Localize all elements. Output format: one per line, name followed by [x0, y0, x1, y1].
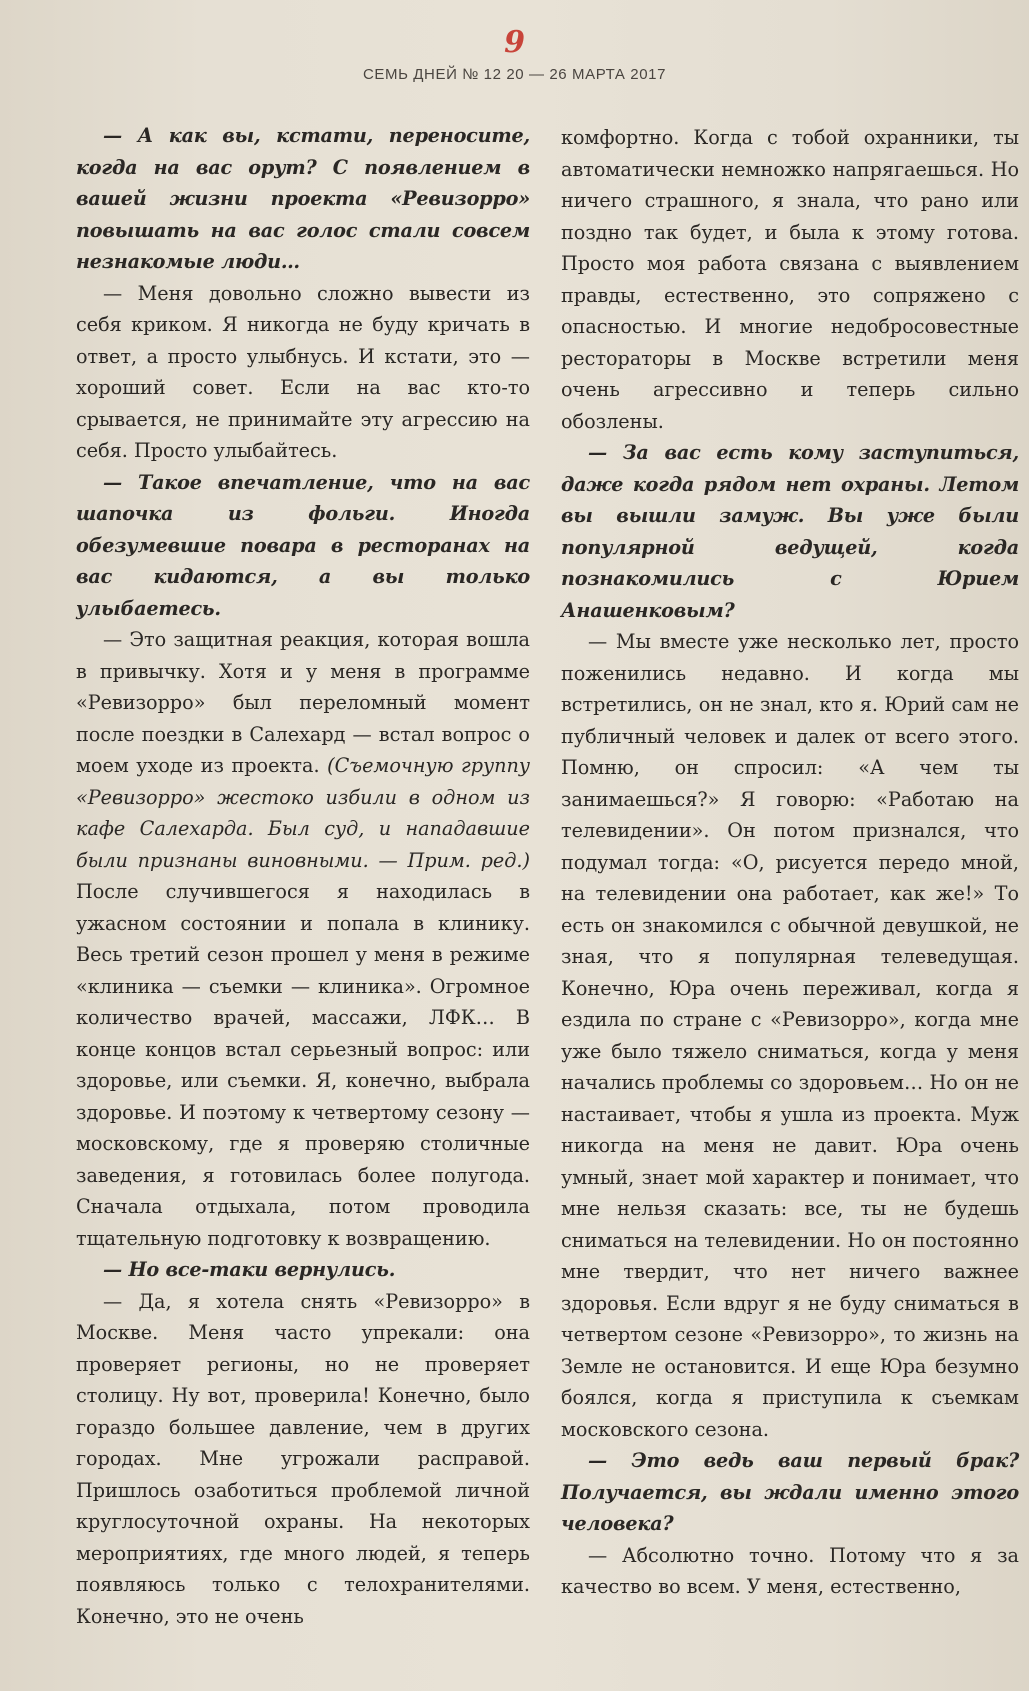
answer-paragraph: — Абсолютно точно. Потому что я за качество во всем. У меня, естественно,	[561, 1543, 1019, 1598]
question-paragraph: — За вас есть кому заступиться, даже когда рядом нет охраны. Летом вы вышли замуж. Вы уже были популярной ведущей, когда познакомились с Юрием Анашенковым?	[561, 441, 1019, 622]
question-paragraph: — Такое впечатление, что на вас шапочка из фольги. Иногда обезумевшие повара в ресторанах на вас кидаются, а вы только улыбаетесь.	[76, 470, 530, 620]
running-head: СЕМЬ ДНЕЙ № 12 20 — 26 МАРТА 2017	[362, 66, 667, 83]
left-column	[76, 120, 530, 1632]
answer-paragraph	[76, 624, 530, 1254]
question-paragraph: — А как вы, кстати, переносите, когда на вас орут? С появлением в вашей жизни проекта «Ревизорро» повышать на вас голос стали совсем незнакомые люди…	[76, 124, 530, 273]
answer-paragraph: — Меня довольно сложно вывести из себя криком. Я никогда не буду кричать в ответ, а просто улыбнусь. И кстати, это — хороший совет. Если на вас кто-то срывается, не принимайте эту агрессию на себя. Просто улыбайтесь.	[76, 281, 530, 462]
answer-continuation: комфортно. Когда с тобой охранники, ты автоматически немножко напрягаешься. Но ничего страшного, я знала, что рано или поздно так будет, и была к этому готова. Просто моя работа связана с выявлением правды, естественно, это сопряжено с опасностью. И многие недобросовестные рестораторы в Москве встретили меня очень агрессивно и теперь сильно обозлены.	[561, 126, 1019, 433]
answer-text: После случившегося я находилась в ужасном состоянии и попала в клинику. Весь третий сезон прошел у меня в режиме «клиника — съемки — клиника». Огромное количество врачей, массажи, ЛФК… В конце концов встал серьезный вопрос: или здоровье, или съемки. Я, конечно, выбрала здоровье. И поэтому к четвертому сезону — московскому, где я проверяю столичные заведения, я готовилась более полугода. Сначала отдыхала, потом проводила тщательную подготовку к возвращению.	[76, 880, 530, 1250]
page-number: 9	[504, 25, 525, 60]
question-paragraph: — Это ведь ваш первый брак? Получается, вы ждали именно этого человека?	[561, 1449, 1019, 1535]
question-paragraph: — Но все-таки вернулись.	[103, 1258, 396, 1281]
right-column	[561, 122, 1019, 1603]
answer-paragraph: — Да, я хотела снять «Ревизорро» в Москве. Меня часто упрекали: она проверяет регионы, но не проверяет столицу. Ну вот, проверила! Конечно, было гораздо большее давление, чем в других городах. Мне угрожали расправой. Пришлось озаботиться проблемой личной круглосуточной охраны. На некоторых мероприятиях, где много людей, я теперь появляюсь только с телохранителями. Конечно, это не очень	[76, 1289, 530, 1628]
answer-text: — Это защитная реакция, которая вошла в привычку. Хотя и у меня в программе «Ревизорро» был переломный момент после поездки в Салехард — встал вопрос о моем уходе из проекта.	[76, 628, 530, 777]
answer-paragraph: — Мы вместе уже несколько лет, просто поженились недавно. И когда мы встретились, он не знал, кто я. Юрий сам не публичный человек и далек от всего этого. Помню, он спросил: «А чем ты занимаешься?» Я говорю: «Работаю на телевидении». Он потом признался, что подумал тогда: «О, рисуется передо мной, на телевидении она работает, как же!» То есть он знакомился с обычной девушкой, не зная, что я популярная телеведущая. Конечно, Юра очень переживал, когда я ездила по стране с «Ревизорро», когда мне уже было тяжело сниматься, когда у меня начались проблемы со здоровьем… Но он не настаивает, чтобы я ушла из проекта. Муж никогда на меня не давит. Юра очень умный, знает мой характер и понимает, что мне нельзя сказать: все, ты не будешь сниматься на телевидении. Но он постоянно мне твердит, что нет ничего важнее здоровья. Если вдруг я не буду сниматься в четвертом сезоне «Ревизорро», то жизнь на Земле не остановится. И еще Юра безумно боялся, когда я приступила к съемкам московского сезона.	[561, 630, 1019, 1441]
editor-note: (Съемочную группу «Ревизорро» жестоко избили в одном из кафе Салехарда. Был суд, и нападавшие были признаны виновными. — Прим. ред.)	[76, 754, 530, 872]
